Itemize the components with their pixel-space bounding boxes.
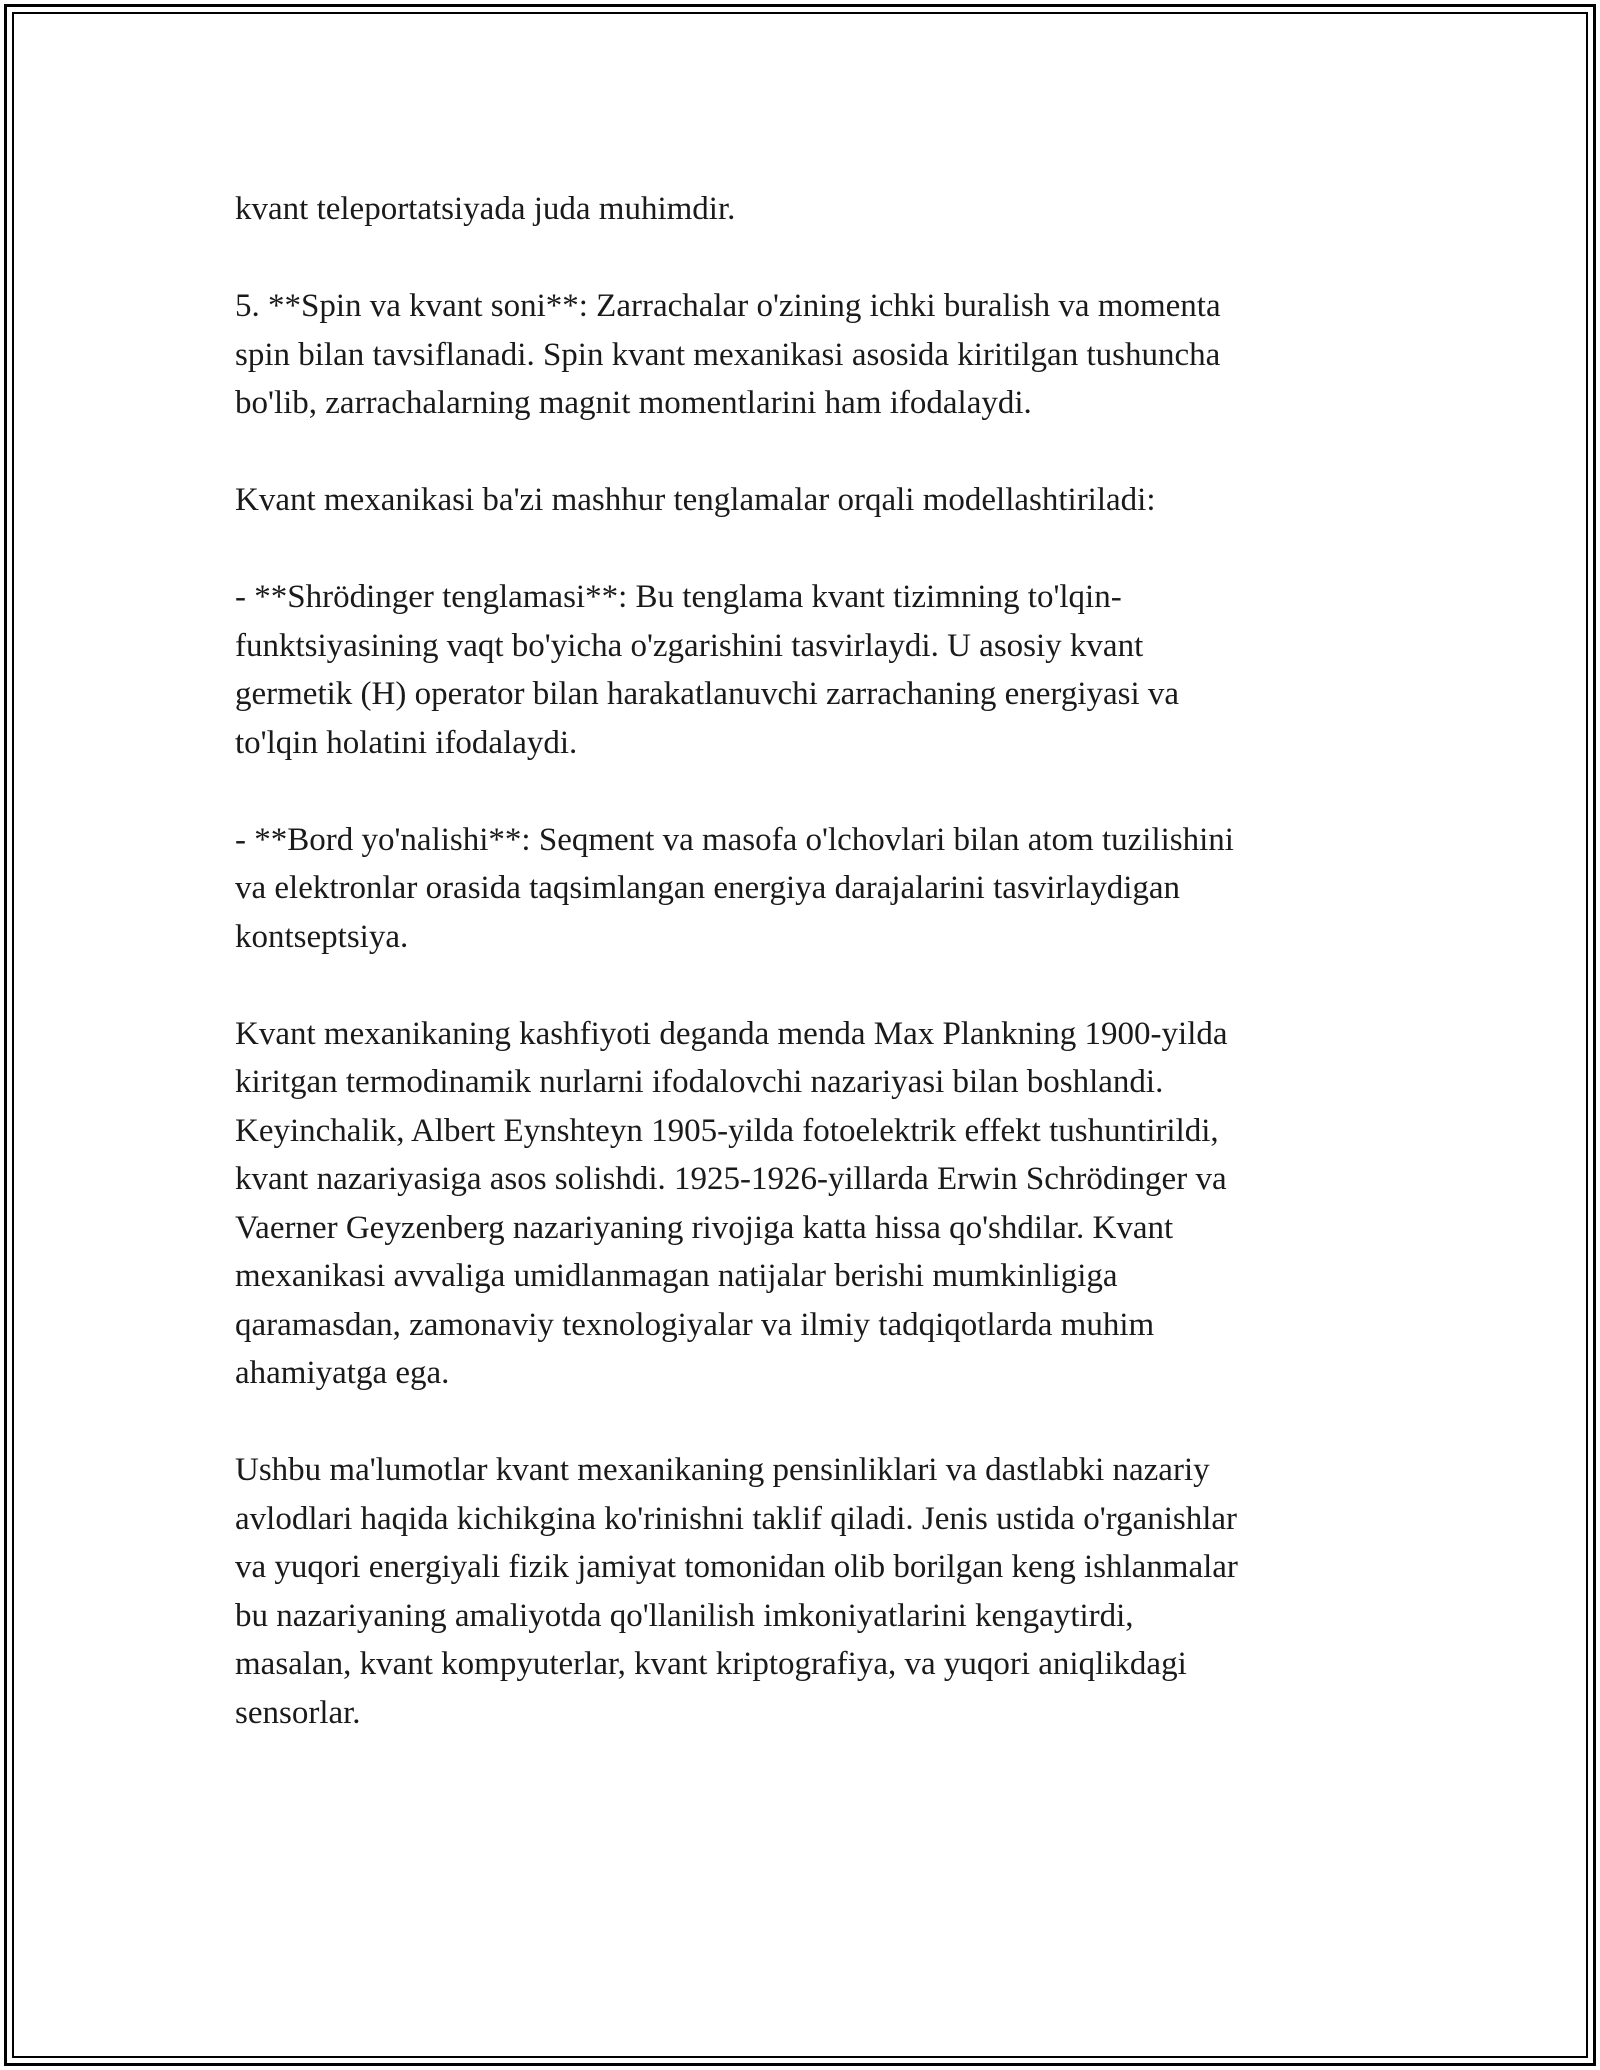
paragraph-history: Kvant mexanikaning kashfiyoti deganda menda Max Plankning 1900-yilda kiritgan termodinamik nurlarni ifodalovchi nazariyasi bilan boshlandi. Keyinchalik, Albert Eynshteyn 1905-yilda fotoelektrik effekt tushuntirildi, kvant nazariyasiga asos solishdi. 1925-1926-yillarda Erwin Schrödinger va Vaerner Geyzenberg nazariyaning rivojiga katta hissa qo'shdilar. Kvant mexanikasi avvaliga umidlanmagan natijalar berishi mumkinligiga qaramasdan, zamonaviy texnologiyalar va ilmiy tadqiqotlarda muhim ahamiyatga ega. [235, 1015, 1228, 1391]
paragraph-teleportation-continuation: kvant teleportatsiyada juda muhimdir. [235, 191, 736, 227]
paragraph-spin-quantum-number: 5. **Spin va kvant soni**: Zarrachalar o'zining ichki buralish va momenta spin bilan tavsiflanadi. Spin kvant mexanikasi asosida kiritilgan tushuncha bo'lib, zarrachalarning magnit momentlarini ham ifodalaydi. [235, 288, 1221, 421]
paragraph-schrodinger-equation: - **Shrödinger tenglamasi**: Bu tenglama kvant tizimning to'lqin- funktsiyasining vaqt bo'yicha o'zgarishini tasvirlaydi. U asosiy kvant germetik (H) operator bilan harakatlanuvchi zarrachaning energiyasi va to'lqin holatini ifodalaydi. [235, 579, 1180, 761]
paragraph-summary: Ushbu ma'lumotlar kvant mexanikaning pensinliklari va dastlabki nazariy avlodlari haqida kichikgina ko'rinishni taklif qiladi. Jenis ustida o'rganishlar va yuqori energiyali fizik jamiyat tomonidan olib borilgan keng ishlanmalar bu nazariyaning amaliyotda qo'llanilish imkoniyatlarini kengaytirdi, masalan, kvant kompyuterlar, kvant kriptografiya, va yuqori aniqlikdagi sensorlar. [235, 1452, 1238, 1731]
paragraph-equations-intro: Kvant mexanikasi ba'zi mashhur tenglamalar orqali modellashtiriladi: [235, 482, 1156, 518]
paragraph-bohr-direction: - **Bord yo'nalishi**: Seqment va masofa o'lchovlari bilan atom tuzilishini va elektronlar orasida taqsimlangan energiya darajalarini tasvirlaydigan kontseptsiya. [235, 821, 1234, 955]
document-body [235, 185, 1385, 1786]
